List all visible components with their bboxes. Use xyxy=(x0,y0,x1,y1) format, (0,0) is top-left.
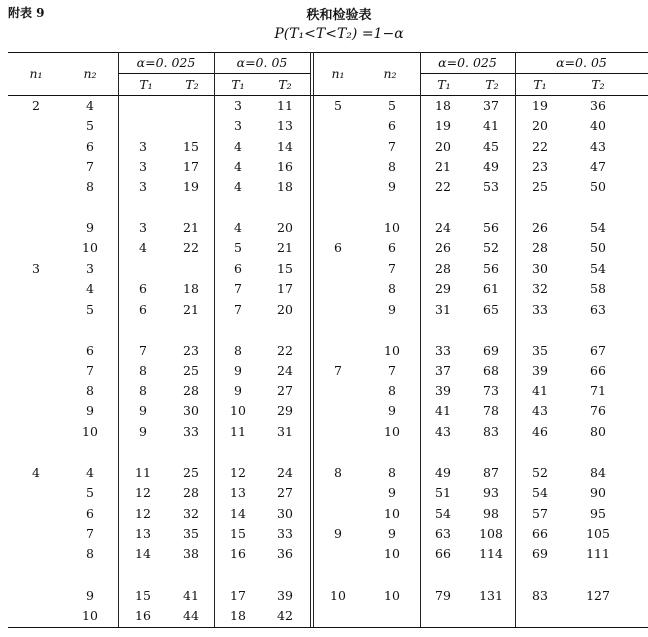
right-row-18-n1: 9 xyxy=(334,526,342,541)
header-alpha-05-left: α=0. 05 xyxy=(236,55,288,70)
right-row-15-a05-t2: 84 xyxy=(590,465,606,480)
left-row-17-a05-t2: 30 xyxy=(277,506,293,521)
right-row-13-n2: 9 xyxy=(388,403,396,418)
left-row-11-a05-t1: 9 xyxy=(234,363,242,378)
left-row-9-n2: 5 xyxy=(86,302,94,317)
left-row-6-a05-t1: 5 xyxy=(234,240,242,255)
left-row-16-a025-t1: 12 xyxy=(135,485,151,500)
right-row-13-a025-t2: 78 xyxy=(483,403,499,418)
right-row-11-a025-t1: 37 xyxy=(435,363,451,378)
right-row-4-a05-t2: 50 xyxy=(590,179,606,194)
right-row-20-a05-t2: 127 xyxy=(586,588,610,603)
left-row-6-a025-t2: 22 xyxy=(183,240,199,255)
right-row-8-a05-t1: 32 xyxy=(532,281,548,296)
left-row-5-n2: 9 xyxy=(86,220,94,235)
header-alpha-025-left: α=0. 025 xyxy=(136,55,196,70)
right-row-20-a025-t2: 131 xyxy=(479,588,503,603)
right-row-14-n2: 10 xyxy=(384,424,400,439)
left-row-19-a025-t2: 38 xyxy=(183,546,199,561)
left-row-17-a025-t1: 12 xyxy=(135,506,151,521)
right-row-1-a025-t2: 41 xyxy=(483,118,499,133)
bottom-rule xyxy=(8,627,648,628)
header-t1-a05-right: T₁ xyxy=(533,77,547,92)
header-t2-a025-right: T₂ xyxy=(485,77,499,92)
right-row-16-a025-t1: 51 xyxy=(435,485,451,500)
left-row-5-a05-t2: 20 xyxy=(277,220,293,235)
right-row-3-a05-t2: 47 xyxy=(590,159,606,174)
right-row-2-a025-t1: 20 xyxy=(435,139,451,154)
right-row-3-a025-t2: 49 xyxy=(483,159,499,174)
divider-center-double-1 xyxy=(310,52,311,627)
header-n2-right: n₂ xyxy=(383,66,397,81)
left-row-20-n2: 9 xyxy=(86,588,94,603)
right-row-20-a05-t1: 83 xyxy=(532,588,548,603)
right-row-6-a025-t2: 52 xyxy=(483,240,499,255)
right-row-10-a025-t1: 33 xyxy=(435,343,451,358)
right-row-17-a025-t1: 54 xyxy=(435,506,451,521)
right-row-15-a025-t2: 87 xyxy=(483,465,499,480)
left-row-8-a025-t1: 6 xyxy=(139,281,147,296)
left-row-15-a05-t2: 24 xyxy=(277,465,293,480)
right-row-17-a05-t2: 95 xyxy=(590,506,606,521)
right-row-12-a025-t1: 39 xyxy=(435,383,451,398)
right-row-11-a05-t2: 66 xyxy=(590,363,606,378)
right-row-12-a05-t1: 41 xyxy=(532,383,548,398)
right-row-7-a05-t2: 54 xyxy=(590,261,606,276)
left-row-11-a025-t1: 8 xyxy=(139,363,147,378)
right-row-10-a05-t1: 35 xyxy=(532,343,548,358)
left-row-7-a05-t2: 15 xyxy=(277,261,293,276)
left-row-9-a025-t1: 6 xyxy=(139,302,147,317)
left-row-8-a05-t2: 17 xyxy=(277,281,293,296)
right-row-3-a05-t1: 23 xyxy=(532,159,548,174)
left-row-14-a05-t1: 11 xyxy=(230,424,246,439)
header-alpha-025-right: α=0. 025 xyxy=(438,55,497,70)
left-row-19-n2: 8 xyxy=(86,546,94,561)
right-row-10-n2: 10 xyxy=(384,343,400,358)
right-row-5-a025-t2: 56 xyxy=(483,220,499,235)
right-row-2-n2: 7 xyxy=(388,139,396,154)
left-row-13-n2: 9 xyxy=(86,403,94,418)
right-row-17-n2: 10 xyxy=(384,506,400,521)
right-row-16-a025-t2: 93 xyxy=(483,485,499,500)
left-row-11-a025-t2: 25 xyxy=(183,363,199,378)
header-n1-left: n₁ xyxy=(29,66,43,81)
left-row-21-n2: 10 xyxy=(82,608,98,623)
left-row-14-a025-t1: 9 xyxy=(139,424,147,439)
right-row-0-a025-t2: 37 xyxy=(483,98,499,113)
left-row-9-a05-t2: 20 xyxy=(277,302,293,317)
right-row-6-n1: 6 xyxy=(334,240,342,255)
left-row-12-a025-t1: 8 xyxy=(139,383,147,398)
left-row-0-n2: 4 xyxy=(86,98,94,113)
header-bottom-rule xyxy=(8,95,648,96)
right-row-1-a025-t1: 19 xyxy=(435,118,451,133)
left-row-10-a025-t1: 7 xyxy=(139,343,147,358)
left-row-8-a025-t2: 18 xyxy=(183,281,199,296)
left-row-21-a025-t2: 44 xyxy=(183,608,199,623)
header-t1-a025-right: T₁ xyxy=(437,77,451,92)
right-row-1-a05-t2: 40 xyxy=(590,118,606,133)
right-row-20-n1: 10 xyxy=(330,588,346,603)
right-row-19-n2: 10 xyxy=(384,546,400,561)
left-row-4-a05-t1: 4 xyxy=(234,179,242,194)
header-t1-a025-left: T₁ xyxy=(139,77,153,92)
header-t2-a025-left: T₂ xyxy=(185,77,199,92)
left-row-3-a05-t2: 16 xyxy=(277,159,293,174)
left-row-21-a05-t2: 42 xyxy=(277,608,293,623)
right-row-8-a05-t2: 58 xyxy=(590,281,606,296)
right-row-9-a05-t1: 33 xyxy=(532,302,548,317)
left-row-4-a05-t2: 18 xyxy=(277,179,293,194)
left-row-20-a05-t2: 39 xyxy=(277,588,293,603)
left-row-13-a025-t1: 9 xyxy=(139,403,147,418)
right-row-12-n2: 8 xyxy=(388,383,396,398)
right-row-7-a025-t2: 56 xyxy=(483,261,499,276)
right-row-5-a05-t1: 26 xyxy=(532,220,548,235)
right-row-15-a025-t1: 49 xyxy=(435,465,451,480)
left-row-20-a05-t1: 17 xyxy=(230,588,246,603)
left-row-21-a05-t1: 18 xyxy=(230,608,246,623)
left-row-3-a05-t1: 4 xyxy=(234,159,242,174)
right-row-17-a025-t2: 98 xyxy=(483,506,499,521)
right-row-13-a025-t1: 41 xyxy=(435,403,451,418)
divider-right-a025-a05 xyxy=(515,52,516,627)
left-row-15-a025-t2: 25 xyxy=(183,465,199,480)
left-row-10-a05-t2: 22 xyxy=(277,343,293,358)
left-row-19-a025-t1: 14 xyxy=(135,546,151,561)
left-row-18-a05-t2: 33 xyxy=(277,526,293,541)
right-row-11-n1: 7 xyxy=(334,363,342,378)
left-row-10-a025-t2: 23 xyxy=(183,343,199,358)
right-row-9-a05-t2: 63 xyxy=(590,302,606,317)
right-row-0-a05-t1: 19 xyxy=(532,98,548,113)
right-row-7-a05-t1: 30 xyxy=(532,261,548,276)
right-row-2-a025-t2: 45 xyxy=(483,139,499,154)
left-row-15-a05-t1: 12 xyxy=(230,465,246,480)
right-row-16-a05-t2: 90 xyxy=(590,485,606,500)
left-row-13-a05-t1: 10 xyxy=(230,403,246,418)
right-row-12-a05-t2: 71 xyxy=(590,383,606,398)
right-row-18-a025-t1: 63 xyxy=(435,526,451,541)
alpha-subheader-rule-right xyxy=(420,73,648,74)
right-row-18-a025-t2: 108 xyxy=(479,526,503,541)
left-row-16-a025-t2: 28 xyxy=(183,485,199,500)
right-row-9-a025-t1: 31 xyxy=(435,302,451,317)
right-row-0-n1: 5 xyxy=(334,98,342,113)
right-row-10-a05-t2: 67 xyxy=(590,343,606,358)
right-row-1-n2: 6 xyxy=(388,118,396,133)
left-row-0-a05-t1: 3 xyxy=(234,98,242,113)
left-row-4-a025-t2: 19 xyxy=(183,179,199,194)
left-row-6-a025-t1: 4 xyxy=(139,240,147,255)
right-row-18-n2: 9 xyxy=(388,526,396,541)
left-row-20-a025-t1: 15 xyxy=(135,588,151,603)
left-row-14-n2: 10 xyxy=(82,424,98,439)
left-row-16-n2: 5 xyxy=(86,485,94,500)
right-row-20-a025-t1: 79 xyxy=(435,588,451,603)
right-row-16-a05-t1: 54 xyxy=(532,485,548,500)
left-row-13-a025-t2: 30 xyxy=(183,403,199,418)
right-row-6-n2: 6 xyxy=(388,240,396,255)
left-row-6-n2: 10 xyxy=(82,240,98,255)
left-row-5-a05-t1: 4 xyxy=(234,220,242,235)
right-row-6-a05-t2: 50 xyxy=(590,240,606,255)
left-row-19-a05-t2: 36 xyxy=(277,546,293,561)
right-row-15-n2: 8 xyxy=(388,465,396,480)
header-n2-left: n₂ xyxy=(83,66,97,81)
left-row-11-a05-t2: 24 xyxy=(277,363,293,378)
header-t1-a05-left: T₁ xyxy=(231,77,245,92)
right-row-8-a025-t2: 61 xyxy=(483,281,499,296)
left-row-7-a05-t1: 6 xyxy=(234,261,242,276)
right-row-3-n2: 8 xyxy=(388,159,396,174)
right-row-7-a025-t1: 28 xyxy=(435,261,451,276)
right-row-4-n2: 9 xyxy=(388,179,396,194)
right-row-9-a025-t2: 65 xyxy=(483,302,499,317)
right-row-20-n2: 10 xyxy=(384,588,400,603)
divider-center-double-2 xyxy=(313,52,314,627)
right-row-18-a05-t1: 66 xyxy=(532,526,548,541)
left-row-8-n2: 4 xyxy=(86,281,94,296)
left-row-2-a025-t2: 15 xyxy=(183,139,199,154)
left-row-5-a025-t1: 3 xyxy=(139,220,147,235)
left-row-9-a05-t1: 7 xyxy=(234,302,242,317)
left-row-0-n1: 2 xyxy=(32,98,40,113)
left-row-1-n2: 5 xyxy=(86,118,94,133)
left-row-6-a05-t2: 21 xyxy=(277,240,293,255)
right-row-14-a025-t2: 83 xyxy=(483,424,499,439)
right-row-15-n1: 8 xyxy=(334,465,342,480)
left-row-20-a025-t2: 41 xyxy=(183,588,199,603)
right-row-6-a05-t1: 28 xyxy=(532,240,548,255)
left-row-2-a05-t1: 4 xyxy=(234,139,242,154)
left-row-10-a05-t1: 8 xyxy=(234,343,242,358)
right-row-5-a05-t2: 54 xyxy=(590,220,606,235)
right-row-2-a05-t1: 22 xyxy=(532,139,548,154)
left-row-4-n2: 8 xyxy=(86,179,94,194)
right-row-16-n2: 9 xyxy=(388,485,396,500)
right-row-18-a05-t2: 105 xyxy=(586,526,610,541)
left-row-5-a025-t2: 21 xyxy=(183,220,199,235)
left-row-7-n2: 3 xyxy=(86,261,94,276)
right-row-4-a05-t1: 25 xyxy=(532,179,548,194)
divider-left-n2-a025 xyxy=(118,52,119,627)
table-formula: P(T₁<T<T₂) =1−α xyxy=(274,26,404,42)
left-row-21-a025-t1: 16 xyxy=(135,608,151,623)
left-row-17-a025-t2: 32 xyxy=(183,506,199,521)
left-row-15-a025-t1: 11 xyxy=(135,465,151,480)
right-row-5-a025-t1: 24 xyxy=(435,220,451,235)
right-row-11-a05-t1: 39 xyxy=(532,363,548,378)
left-row-2-a05-t2: 14 xyxy=(277,139,293,154)
right-row-5-n2: 10 xyxy=(384,220,400,235)
divider-left-a025-a05 xyxy=(214,52,215,627)
left-row-0-a05-t2: 11 xyxy=(277,98,293,113)
right-row-14-a05-t1: 46 xyxy=(532,424,548,439)
right-row-8-n2: 8 xyxy=(388,281,396,296)
right-row-13-a05-t1: 43 xyxy=(532,403,548,418)
right-row-9-n2: 9 xyxy=(388,302,396,317)
left-row-19-a05-t1: 16 xyxy=(230,546,246,561)
header-t2-a05-right: T₂ xyxy=(591,77,605,92)
left-row-15-n1: 4 xyxy=(32,465,40,480)
left-row-14-a05-t2: 31 xyxy=(277,424,293,439)
right-row-14-a05-t2: 80 xyxy=(590,424,606,439)
right-row-4-a025-t2: 53 xyxy=(483,179,499,194)
left-row-16-a05-t2: 27 xyxy=(277,485,293,500)
left-row-18-a05-t1: 15 xyxy=(230,526,246,541)
right-row-7-n2: 7 xyxy=(388,261,396,276)
left-row-12-a05-t2: 27 xyxy=(277,383,293,398)
left-row-11-n2: 7 xyxy=(86,363,94,378)
left-row-2-n2: 6 xyxy=(86,139,94,154)
table-label: 附表 9 xyxy=(8,6,45,20)
left-row-15-n2: 4 xyxy=(86,465,94,480)
right-row-19-a05-t2: 111 xyxy=(586,546,610,561)
right-row-0-n2: 5 xyxy=(388,98,396,113)
left-row-10-n2: 6 xyxy=(86,343,94,358)
left-row-3-a025-t1: 3 xyxy=(139,159,147,174)
right-row-19-a025-t2: 114 xyxy=(479,546,503,561)
right-row-0-a05-t2: 36 xyxy=(590,98,606,113)
left-row-12-n2: 8 xyxy=(86,383,94,398)
top-rule xyxy=(8,52,648,53)
right-row-14-a025-t1: 43 xyxy=(435,424,451,439)
left-row-13-a05-t2: 29 xyxy=(277,403,293,418)
right-row-10-a025-t2: 69 xyxy=(483,343,499,358)
right-row-12-a025-t2: 73 xyxy=(483,383,499,398)
right-row-0-a025-t1: 18 xyxy=(435,98,451,113)
divider-right-n2-a025 xyxy=(420,52,421,627)
left-row-18-n2: 7 xyxy=(86,526,94,541)
right-row-4-a025-t1: 22 xyxy=(435,179,451,194)
right-row-19-a05-t1: 69 xyxy=(532,546,548,561)
left-row-7-n1: 3 xyxy=(32,261,40,276)
right-row-11-n2: 7 xyxy=(388,363,396,378)
right-row-13-a05-t2: 76 xyxy=(590,403,606,418)
right-row-19-a025-t1: 66 xyxy=(435,546,451,561)
left-row-18-a025-t2: 35 xyxy=(183,526,199,541)
left-row-12-a05-t1: 9 xyxy=(234,383,242,398)
right-row-11-a025-t2: 68 xyxy=(483,363,499,378)
right-row-2-a05-t2: 43 xyxy=(590,139,606,154)
left-row-17-a05-t1: 14 xyxy=(230,506,246,521)
left-row-17-n2: 6 xyxy=(86,506,94,521)
right-row-17-a05-t1: 57 xyxy=(532,506,548,521)
header-n1-right: n₁ xyxy=(331,66,345,81)
right-row-8-a025-t1: 29 xyxy=(435,281,451,296)
table-title: 秩和检验表 xyxy=(306,8,372,23)
left-row-8-a05-t1: 7 xyxy=(234,281,242,296)
left-row-12-a025-t2: 28 xyxy=(183,383,199,398)
right-row-3-a025-t1: 21 xyxy=(435,159,451,174)
right-row-1-a05-t1: 20 xyxy=(532,118,548,133)
left-row-3-n2: 7 xyxy=(86,159,94,174)
header-t2-a05-left: T₂ xyxy=(278,77,292,92)
left-row-1-a05-t2: 13 xyxy=(277,118,293,133)
right-row-15-a05-t1: 52 xyxy=(532,465,548,480)
left-row-3-a025-t2: 17 xyxy=(183,159,199,174)
right-row-6-a025-t1: 26 xyxy=(435,240,451,255)
left-row-18-a025-t1: 13 xyxy=(135,526,151,541)
left-row-4-a025-t1: 3 xyxy=(139,179,147,194)
left-row-16-a05-t1: 13 xyxy=(230,485,246,500)
header-alpha-05-right: α=0. 05 xyxy=(556,55,607,70)
left-row-2-a025-t1: 3 xyxy=(139,139,147,154)
left-row-14-a025-t2: 33 xyxy=(183,424,199,439)
left-row-1-a05-t1: 3 xyxy=(234,118,242,133)
left-row-9-a025-t2: 21 xyxy=(183,302,199,317)
